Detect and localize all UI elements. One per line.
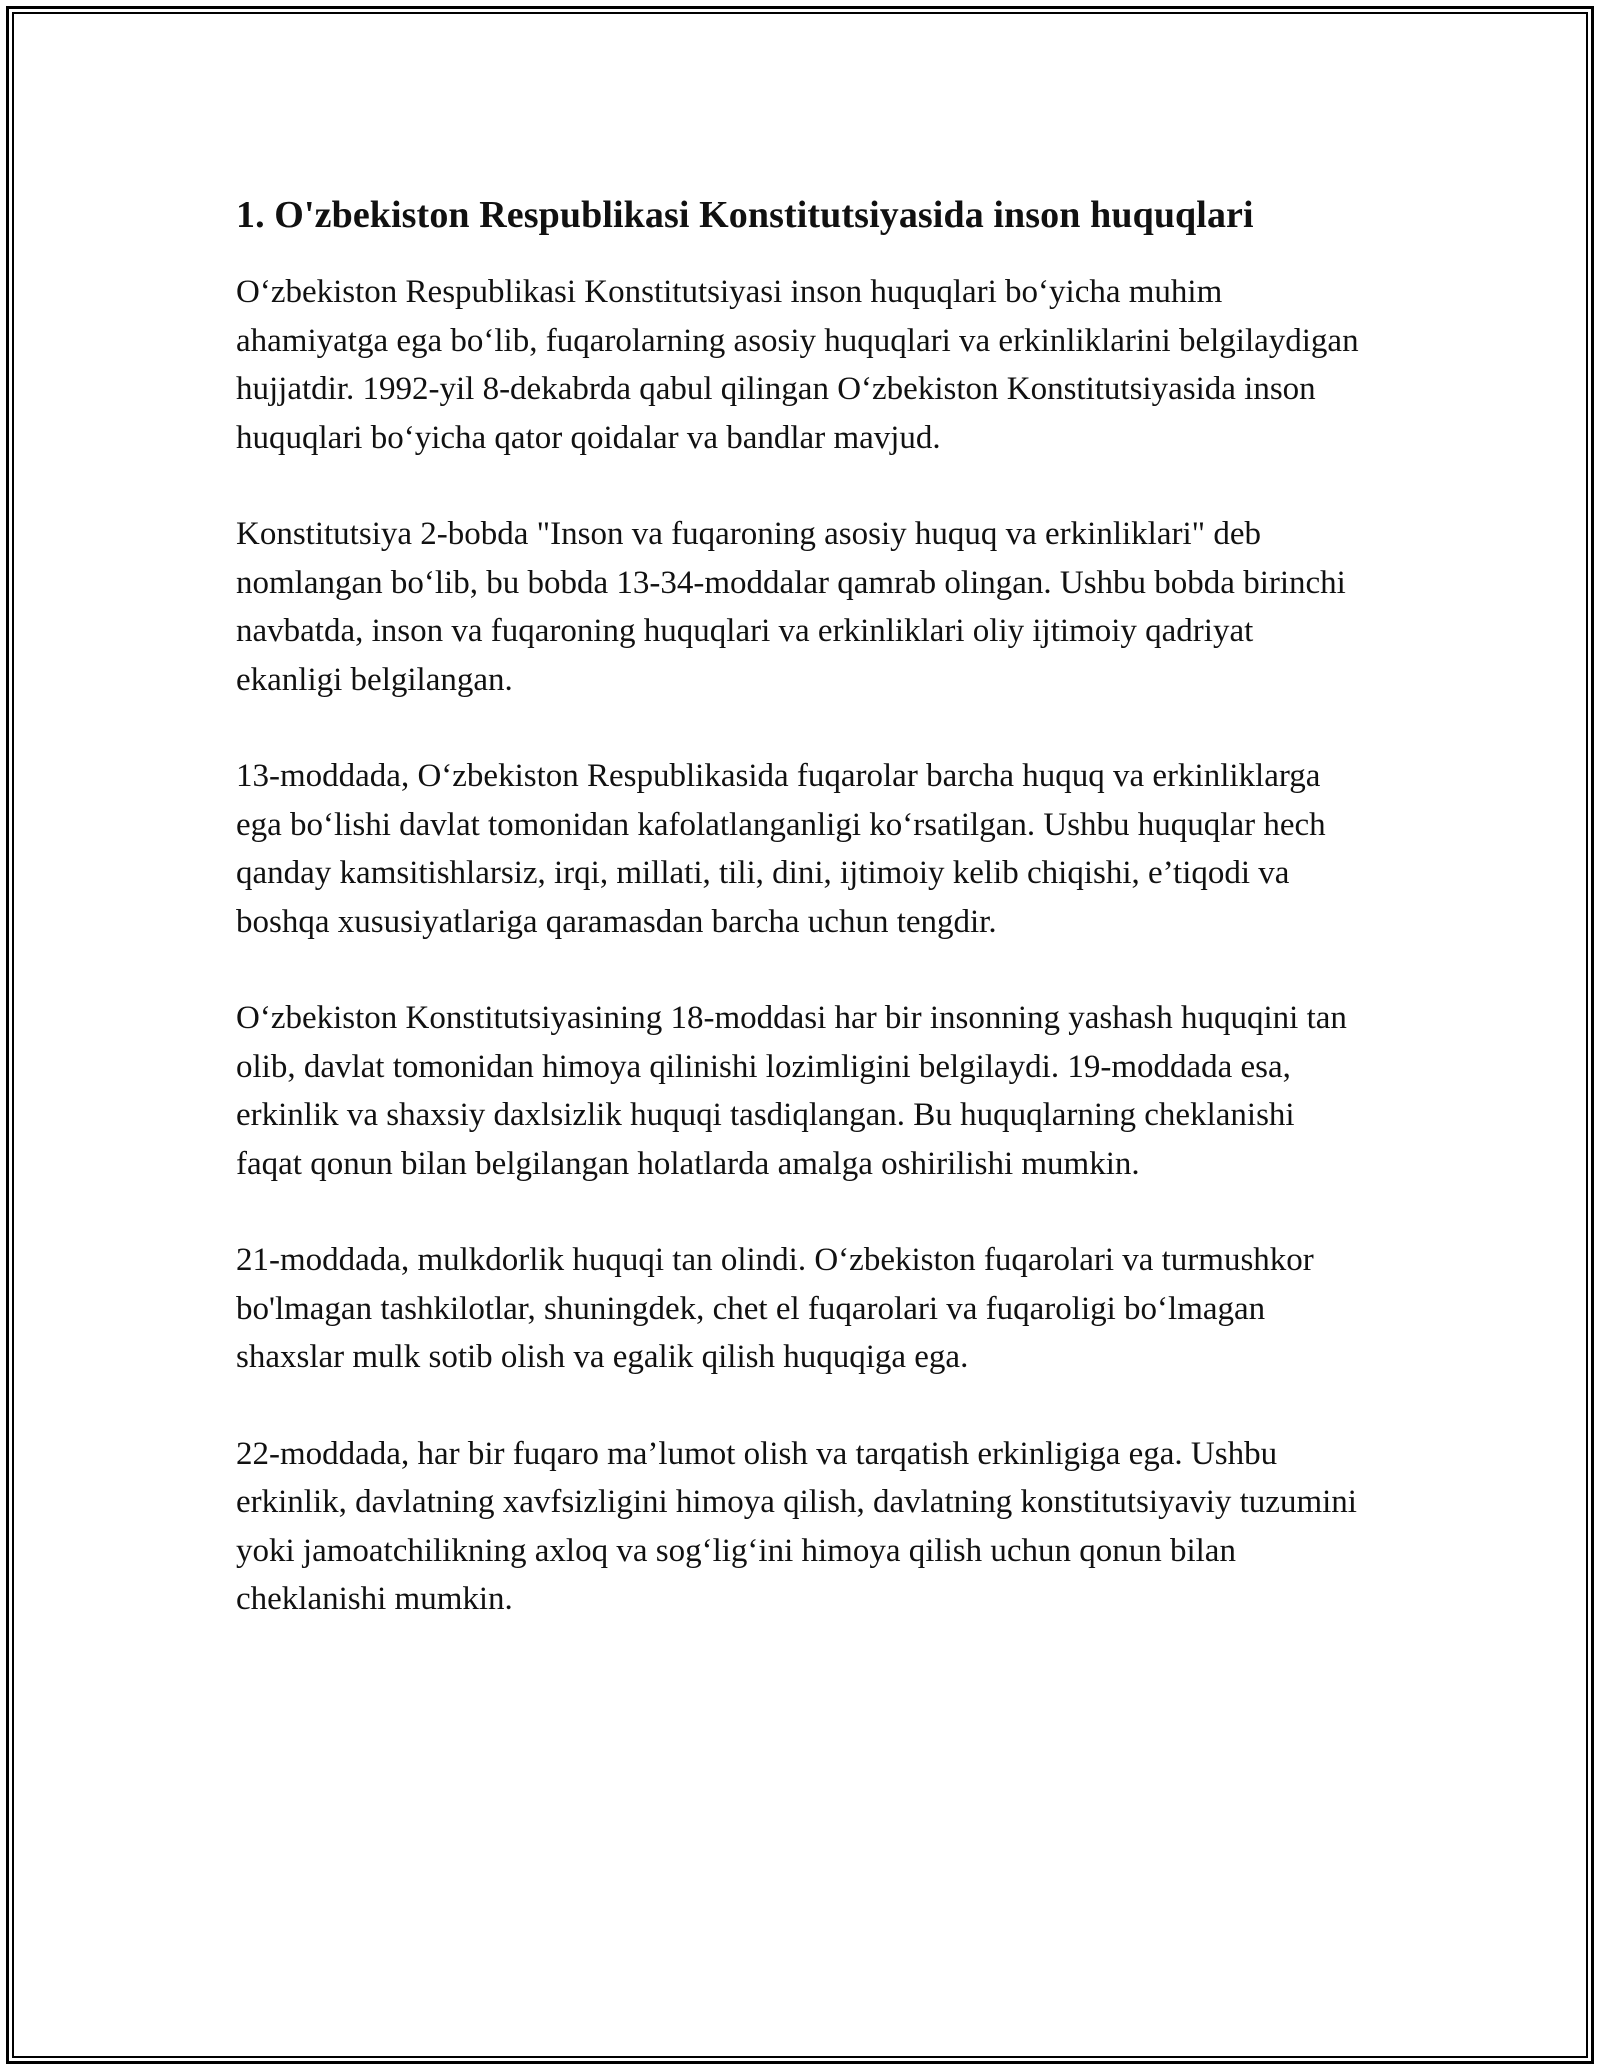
paragraph-chapter-2: Konstitutsiya 2-bobda "Inson va fuqaroning asosiy huquq va erkinliklari" deb nomlangan bo‘lib, bu bobda 13-34-moddalar qamrab olingan. Ushbu bobda birinchi navbatda, inson va fuqaroning huquqlari va erkinliklari oliy ijtimoiy qadriyat ekanligi belgilangan. (236, 516, 1346, 698)
paragraph-intro: O‘zbekiston Respublikasi Konstitutsiyasi inson huquqlari bo‘yicha muhim ahamiyatga ega bo‘lib, fuqarolarning asosiy huquqlari va erkinliklarini belgilaydigan hujjatdir. 1992-yil 8-dekabrda qabul qilingan O‘zbekiston Konstitutsiyasida inson huquqlari bo‘yicha qator qoidalar va bandlar mavjud. (236, 274, 1359, 456)
paragraph-article-21: 21-moddada, mulkdorlik huquqi tan olindi. O‘zbekiston fuqarolari va turmushkor bo'lmagan tashkilotlar, shuningdek, chet el fuqarolari va fuqaroligi bo‘lmagan shaxslar mulk sotib olish va egalik qilish huquqiga ega. (236, 1242, 1314, 1375)
document-title: 1. O'zbekiston Respublikasi Konstitutsiyasida inson huquqlari (236, 194, 1254, 236)
paragraph-articles-18-19: O‘zbekiston Konstitutsiyasining 18-moddasi har bir insonning yashash huquqini tan olib, davlat tomonidan himoya qilinishi lozimligini belgilaydi. 19-moddada esa, erkinlik va shaxsiy daxlsizlik huquqi tasdiqlangan. Bu huquqlarning cheklanishi faqat qonun bilan belgilangan holatlarda amalga oshirilishi mumkin. (236, 1000, 1347, 1182)
document-body (236, 190, 1366, 1672)
paragraph-article-13: 13-moddada, O‘zbekiston Respublikasida fuqarolar barcha huquq va erkinliklarga ega bo‘lishi davlat tomonidan kafolatlanganligi ko‘rsatilgan. Ushbu huquqlar hech qanday kamsitishlarsiz, irqi, millati, tili, dini, ijtimoiy kelib chiqishi, e’tiqodi va boshqa xususiyatlariga qaramasdan barcha uchun tengdir. (236, 758, 1326, 940)
paragraph-article-22: 22-moddada, har bir fuqaro ma’lumot olish va tarqatish erkinligiga ega. Ushbu erkinlik, davlatning xavfsizligini himoya qilish, davlatning konstitutsiyaviy tuzumini yoki jamoatchilikning axloq va sog‘lig‘ini himoya qilish uchun qonun bilan cheklanishi mumkin. (236, 1435, 1357, 1617)
